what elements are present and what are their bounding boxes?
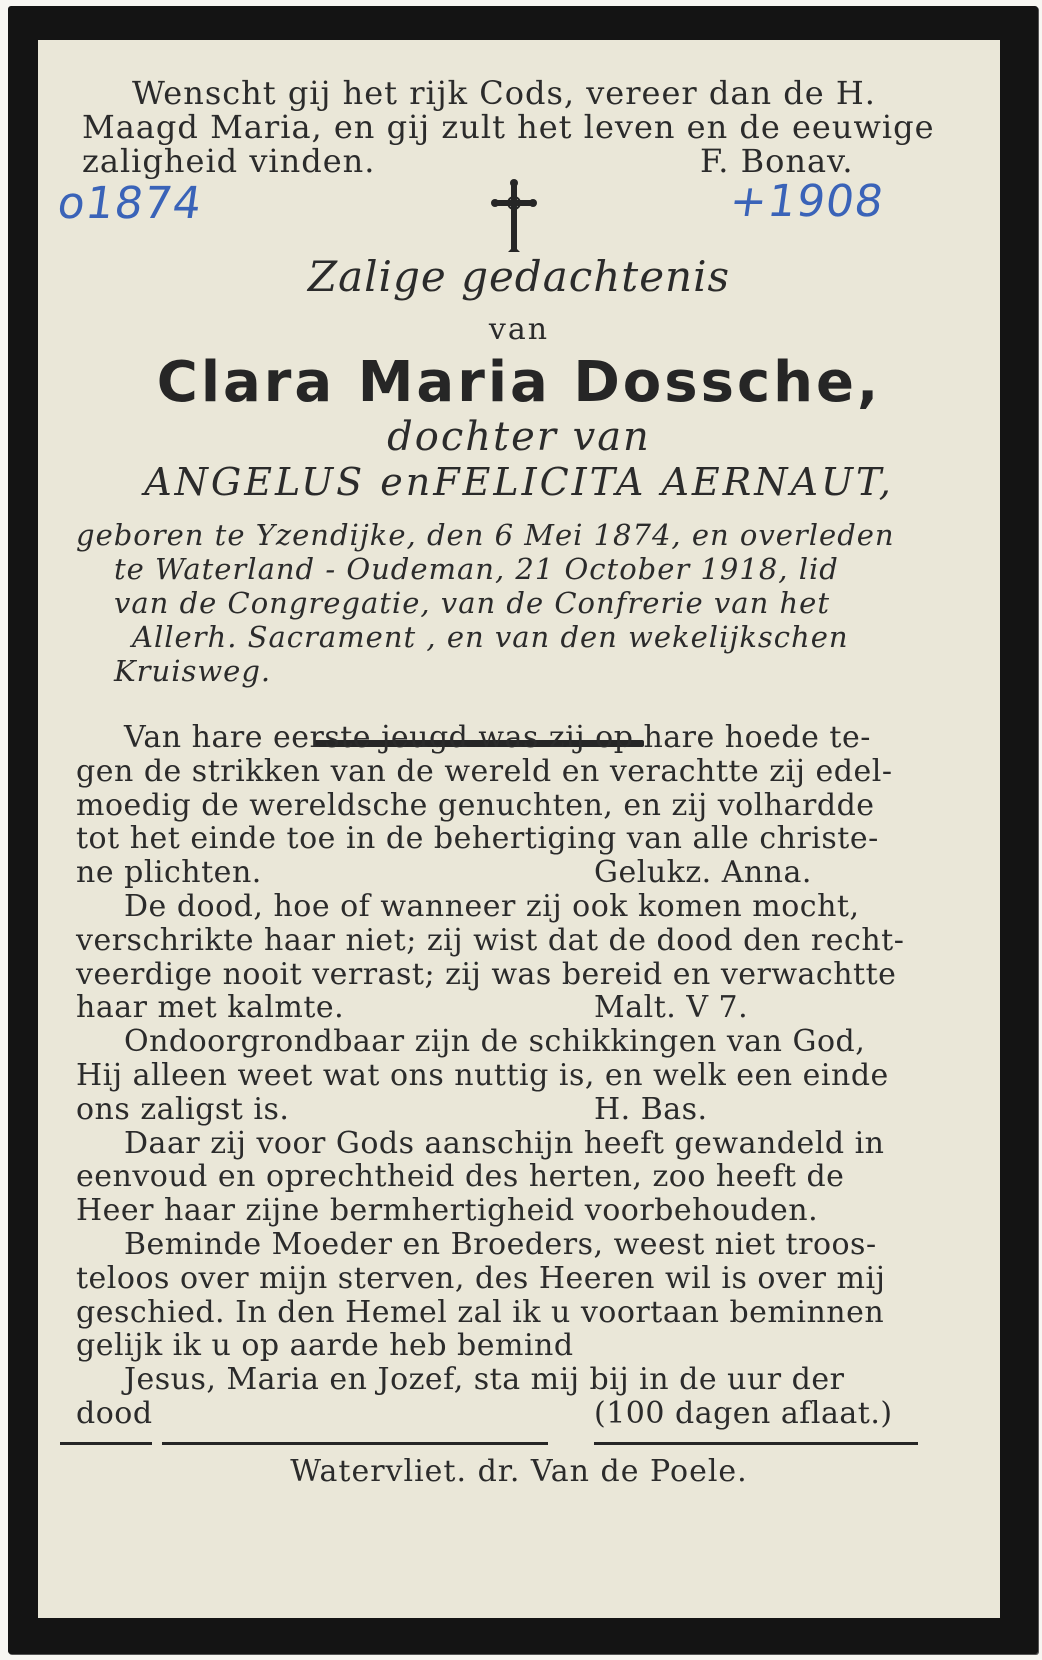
motto-line-1: Wenscht gij het rijk Cods, vereer dan de H. [132, 74, 876, 112]
body-line: ons zaligst is. [76, 1091, 290, 1127]
body-line: tot het einde toe in de behertiging van alle christe- [76, 821, 879, 857]
quote-source: H. Bas. [594, 1091, 708, 1127]
page-title: Zalige gedachtenis [307, 252, 731, 301]
motto-attribution: F. Bonav. [700, 142, 854, 180]
body-line: gen de strikken van de wereld en verachtte zij edel- [76, 753, 893, 789]
dochter-van-label: dochter van [387, 414, 651, 460]
bio-line-3: van de Congregatie, van de Confrerie van het [114, 586, 830, 620]
bio-line-1: geboren te Yzendijke, den 6 Mei 1874, en overleden [76, 518, 895, 552]
body-line: Daar zij voor Gods aanschijn heeft gewandeld in [124, 1125, 885, 1161]
van-label: van [488, 312, 550, 347]
handwritten-death-year: +1908 [726, 176, 888, 227]
body-line: Van hare eerste jeugd was zij op hare hoede te- [124, 720, 871, 755]
bio-line-2: te Waterland - Oudeman, 21 October 1918, lid [114, 552, 839, 586]
body-line: dood [76, 1396, 153, 1431]
quote-source: Malt. V 7. [594, 990, 749, 1026]
bio-line-4: Allerh. Sacrament , en van den wekelijkschen [132, 620, 849, 654]
quote-source: (100 dagen aflaat.) [594, 1396, 893, 1431]
ornate-cross-icon [490, 178, 538, 256]
handwritten-birth-year: o1874 [54, 178, 206, 229]
body-line: Jesus, Maria en Jozef, sta mij bij in de uur der [124, 1362, 845, 1398]
divider-dash-right [594, 1442, 918, 1445]
body-line: geschied. In den Hemel zal ik u voortaan beminnen [76, 1294, 885, 1330]
body-line: eenvoud en oprechtheid des herten, zoo heeft de [76, 1159, 845, 1195]
divider-dash-left [60, 1442, 152, 1445]
divider-dash-middle [162, 1442, 548, 1445]
motto-line-3: zaligheid vinden. [82, 142, 376, 180]
body-line: haar met kalmte. [76, 990, 345, 1026]
parents-names: ANGELUS enFELICITA AERNAUT, [144, 460, 894, 504]
body-line: De dood, hoe of wanneer zij ook komen mocht, [124, 889, 860, 924]
memorial-card [38, 40, 1000, 1618]
body-line: teloos over mijn sterven, des Heeren wil is over mij [76, 1260, 886, 1296]
body-line: Heer haar zijne bermhertigheid voorbehouden. [76, 1193, 819, 1229]
body-line: verschrikte haar niet; zij wist dat de dood den recht- [76, 922, 905, 958]
printer-imprint: Watervliet. dr. Van de Poele. [290, 1454, 748, 1489]
quote-source: Gelukz. Anna. [594, 855, 812, 891]
deceased-name: Clara Maria Dossche, [156, 350, 882, 415]
body-line: veerdige nooit verrast; zij was bereid en verwachtte [76, 956, 897, 992]
body-line: Hij alleen weet wat ons nuttig is, en welk een einde [76, 1058, 889, 1093]
body-line: Ondoorgrondbaar zijn de schikkingen van God, [124, 1024, 866, 1060]
body-line: Beminde Moeder en Broeders, weest niet troos- [124, 1227, 877, 1262]
motto-line-2: Maagd Maria, en gij zult het leven en de eeuwige [82, 108, 935, 146]
body-line: moedig de wereldsche genuchten, en zij volhardde [76, 787, 875, 823]
bio-line-5: Kruisweg. [114, 654, 272, 688]
body-line: gelijk ik u op aarde heb bemind [76, 1328, 574, 1364]
body-line: ne plichten. [76, 855, 262, 891]
